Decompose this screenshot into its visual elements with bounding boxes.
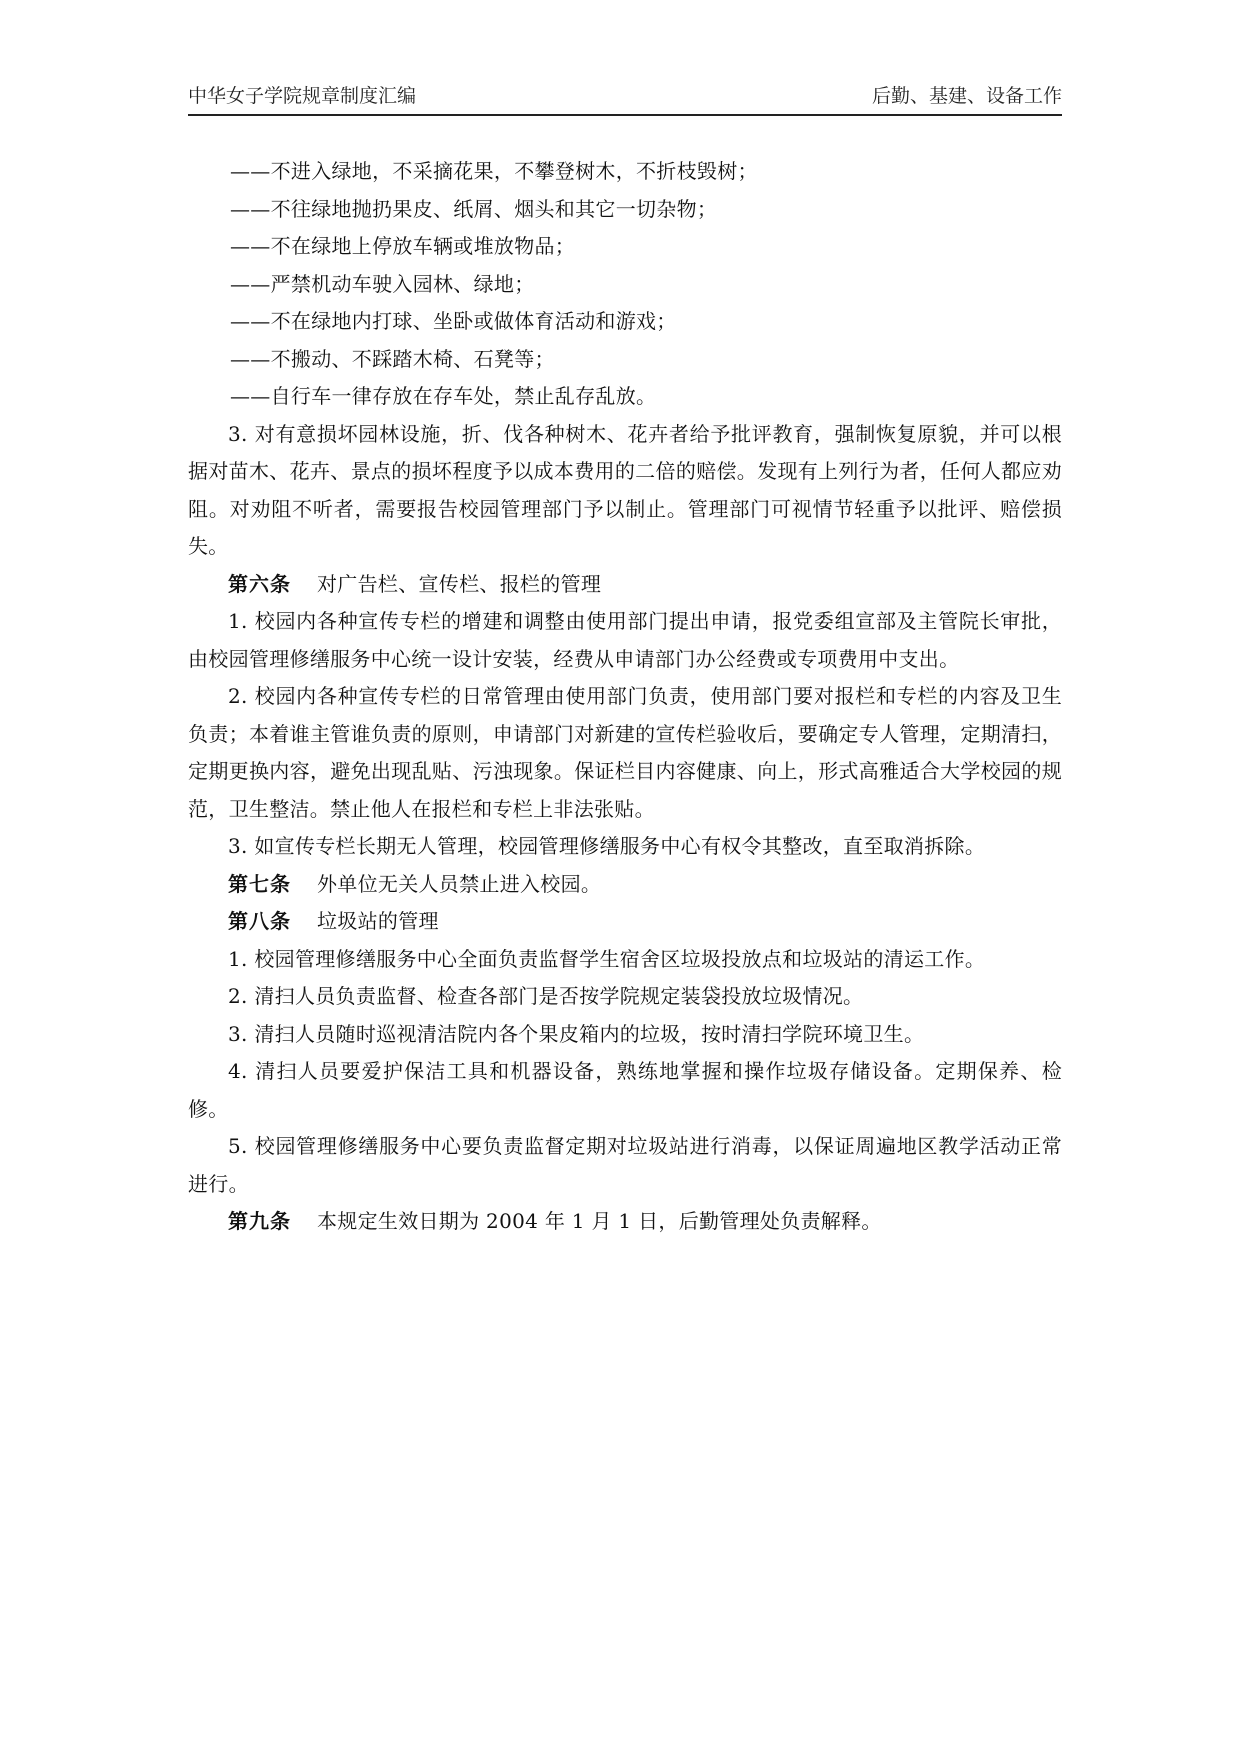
article-title: 对广告栏、宣传栏、报栏的管理 xyxy=(317,571,602,596)
header-left-title: 中华女子学院规章制度汇编 xyxy=(188,85,417,107)
page-header xyxy=(188,86,1062,116)
article-8-heading xyxy=(188,903,1062,941)
article-title: 垃圾站的管理 xyxy=(317,909,439,933)
article-9-heading xyxy=(188,1203,1062,1241)
list-item: ——严禁机动车驶入园林、绿地； xyxy=(230,271,535,296)
article-title: 本规定生效日期为 2004 年 1 月 1 日，后勤管理处负责解释。 xyxy=(317,1209,882,1233)
list-item: ——不在绿地内打球、坐卧或做体育活动和游戏； xyxy=(230,309,677,333)
clause-paragraph: 3. 对有意损坏园林设施，折、伐各种树木、花卉者给予批评教育，强制恢复原貌，并可以根据对苗木、花卉、景点的损坏程度予以成本费用的二倍的赔偿。发现有上列行为者，任何人都应劝阻。对劝阻不听者，需要报告校园管理部门予以制止。管理部门可视情节轻重予以批评、赔偿损失。 xyxy=(188,421,1062,558)
clause-paragraph: 2. 校园内各种宣传专栏的日常管理由使用部门负责，使用部门要对报栏和专栏的内容及卫生负责；本着谁主管谁负责的原则，申请部门对新建的宣传栏验收后，要确定专人管理，定期清扫，定期更换内容，避免出现乱贴、污浊现象。保证栏目内容健康、向上，形式高雅适合大学校园的规范，卫生整洁。禁止他人在报栏和专栏上非法张贴。 xyxy=(188,684,1062,821)
clause-paragraph: 4. 清扫人员要爱护保洁工具和机器设备，熟练地掌握和操作垃圾存储设备。定期保养、检修。 xyxy=(188,1059,1062,1121)
list-item: ——自行车一律存放在存车处，禁止乱存乱放。 xyxy=(230,384,657,408)
article-label: 第八条 xyxy=(228,909,291,933)
header-right-section: 后勤、基建、设备工作 xyxy=(871,85,1062,107)
list-item: ——不进入绿地，不采摘花果，不攀登树木，不折枝毁树； xyxy=(230,159,758,183)
article-label: 第六条 xyxy=(228,571,291,596)
clause-paragraph: 5. 校园管理修缮服务中心要负责监督定期对垃圾站进行消毒，以保证周遍地区教学活动正常进行。 xyxy=(188,1134,1062,1196)
article-label: 第七条 xyxy=(228,871,291,896)
clause-paragraph: 1. 校园管理修缮服务中心全面负责监督学生宿舍区垃圾投放点和垃圾站的清运工作。 xyxy=(228,946,986,971)
list-item: ——不在绿地上停放车辆或堆放物品； xyxy=(230,234,576,258)
clause-paragraph: 3. 清扫人员随时巡视清洁院内各个果皮箱内的垃圾，按时清扫学院环境卫生。 xyxy=(228,1021,925,1046)
list-item: ——不往绿地抛扔果皮、纸屑、烟头和其它一切杂物； xyxy=(230,196,718,221)
clause-paragraph: 3. 如宣传专栏长期无人管理，校园管理修缮服务中心有权令其整改，直至取消拆除。 xyxy=(228,834,986,858)
clause-paragraph: 1. 校园内各种宣传专栏的增建和调整由使用部门提出申请，报党委组宣部及主管院长审批，由校园管理修缮服务中心统一设计安装，经费从申请部门办公经费或专项费用中支出。 xyxy=(188,609,1062,671)
article-7-heading xyxy=(188,866,1062,904)
document-body xyxy=(188,153,1062,1241)
clause-paragraph: 2. 清扫人员负责监督、检查各部门是否按学院规定装袋投放垃圾情况。 xyxy=(228,984,864,1008)
article-6-heading xyxy=(188,566,1062,604)
list-item: ——不搬动、不踩踏木椅、石凳等； xyxy=(230,346,555,371)
article-title: 外单位无关人员禁止进入校园。 xyxy=(317,871,602,896)
article-label: 第九条 xyxy=(228,1209,291,1233)
